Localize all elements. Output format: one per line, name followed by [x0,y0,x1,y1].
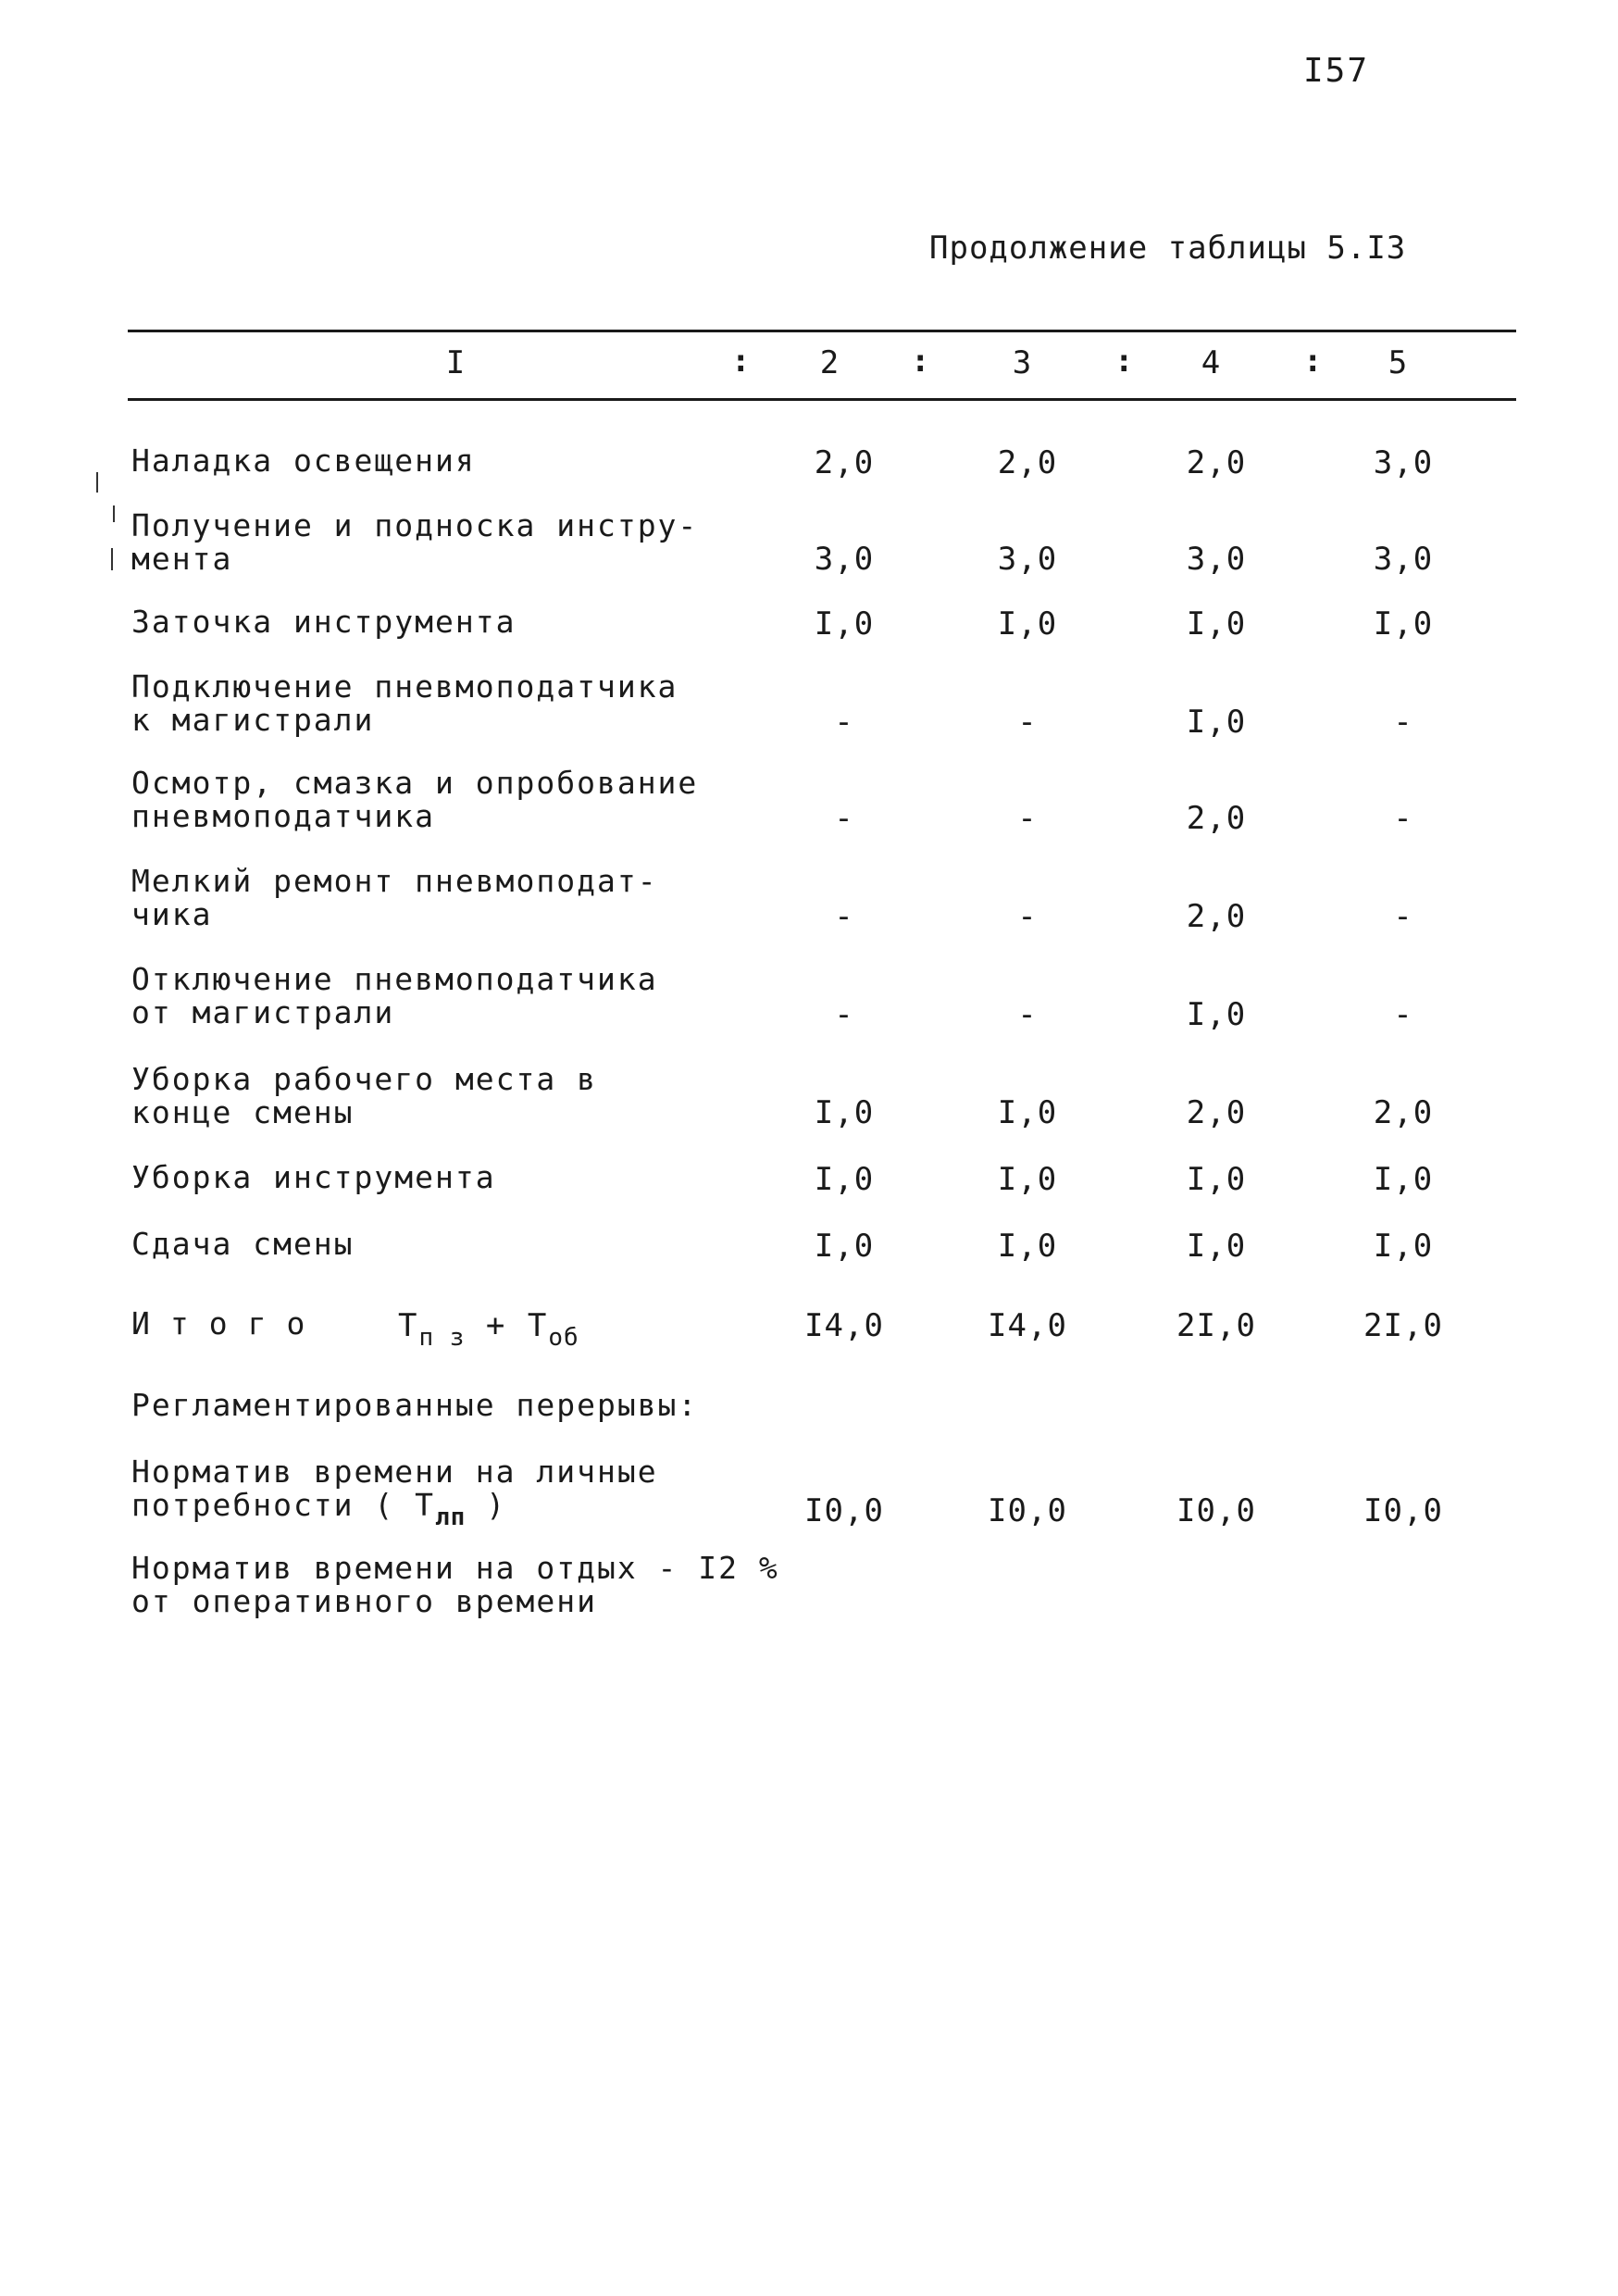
row-value: I,0 [814,1228,875,1265]
personal-needs-subscript: лп [435,1504,467,1531]
row-name: Уборка инструмента [131,1159,496,1195]
row-name: Мелкий ремонт пневмоподат- чика [131,863,658,932]
row-value: I,0 [997,1094,1058,1131]
row-value: I,0 [997,1228,1058,1265]
row-value: - [1393,704,1413,741]
formula-term: T [398,1307,419,1344]
header-col-2: 2 [819,344,840,381]
row-value: - [1017,704,1038,741]
total-value: 2I,0 [1363,1307,1443,1344]
row-name [131,1455,779,1534]
formula-term: T [527,1307,549,1344]
row-value: I,0 [814,1094,875,1131]
header-col-5: 5 [1388,344,1408,381]
row-name: Наладка освещения [131,443,476,479]
row-value: - [834,704,854,741]
header-separator: : [731,343,751,380]
row-value: 2,0 [1186,1094,1247,1131]
row-name: Заточка инструмента [131,604,517,640]
row-value: 2,0 [814,444,875,481]
row-value: - [1017,800,1038,837]
breaks-heading: Регламентированные перерывы: [131,1387,699,1423]
row-value: I,0 [1186,996,1247,1033]
row-value: 3,0 [1373,444,1434,481]
row-name: Отключение пневмоподатчика от магистрали [131,961,658,1030]
table-top-rule [128,330,1516,332]
row-value: I,0 [814,1161,875,1198]
margin-mark [96,472,98,493]
total-label: Итого [131,1305,326,1341]
row-value: 2,0 [997,444,1058,481]
row-value: 3,0 [1373,541,1434,578]
total-value: 2I,0 [1176,1307,1256,1344]
row-name: Осмотр, смазка и опробование пневмоподатчика [131,765,699,834]
total-value: I4,0 [804,1307,884,1344]
row-value: - [1017,898,1038,935]
rest-note: Норматив времени на отдых - I2 % от оперативного времени [131,1550,779,1619]
header-col-3: 3 [1012,344,1032,381]
row-value: I,0 [1186,1228,1247,1265]
row-value: 2,0 [1186,800,1247,837]
personal-needs-close: ) [466,1487,507,1523]
row-value: I0,0 [1176,1492,1256,1529]
row-value: 2,0 [1373,1094,1434,1131]
table-header-rule [128,398,1516,401]
row-value: I,0 [1373,605,1434,643]
row-value: 3,0 [997,541,1058,578]
margin-mark [113,505,115,522]
row-value: I,0 [997,605,1058,643]
row-value: I0,0 [1363,1492,1443,1529]
formula-subscript: п з [418,1324,466,1352]
header-separator: : [1303,343,1323,380]
row-value: - [1393,996,1413,1033]
row-value: I,0 [997,1161,1058,1198]
row-name: Уборка рабочего места в конце смены [131,1061,597,1130]
header-col-1: I [445,344,466,381]
page-number: I57 [1303,52,1370,90]
row-value: I,0 [814,605,875,643]
total-value: I4,0 [988,1307,1067,1344]
personal-needs-label: Норматив времени на личные потребности ( T [131,1454,658,1523]
row-value: I,0 [1186,605,1247,643]
row-value: I0,0 [804,1492,884,1529]
formula-operator: + [465,1307,528,1344]
table-caption: Продолжение таблицы 5.I3 [929,230,1407,267]
header-col-4: 4 [1201,344,1221,381]
margin-mark [111,548,113,570]
row-value: - [834,898,854,935]
row-value: I,0 [1186,1161,1247,1198]
row-value: - [1393,800,1413,837]
row-value: - [834,800,854,837]
row-name: Подключение пневмоподатчика к магистрали [131,668,678,738]
row-value: 2,0 [1186,444,1247,481]
row-value: 3,0 [814,541,875,578]
row-name: Сдача смены [131,1226,355,1262]
row-value: 2,0 [1186,898,1247,935]
row-value: 3,0 [1186,541,1247,578]
row-name: Получение и подноска инстру- мента [131,507,699,577]
row-value: I,0 [1186,704,1247,741]
row-value: - [1017,996,1038,1033]
row-value: I,0 [1373,1228,1434,1265]
total-formula [398,1307,579,1352]
row-value: - [1393,898,1413,935]
header-separator: : [1114,343,1134,380]
row-value: I,0 [1373,1161,1434,1198]
row-value: I0,0 [988,1492,1067,1529]
formula-subscript: об [548,1324,579,1352]
header-separator: : [911,343,930,380]
row-value: - [834,996,854,1033]
